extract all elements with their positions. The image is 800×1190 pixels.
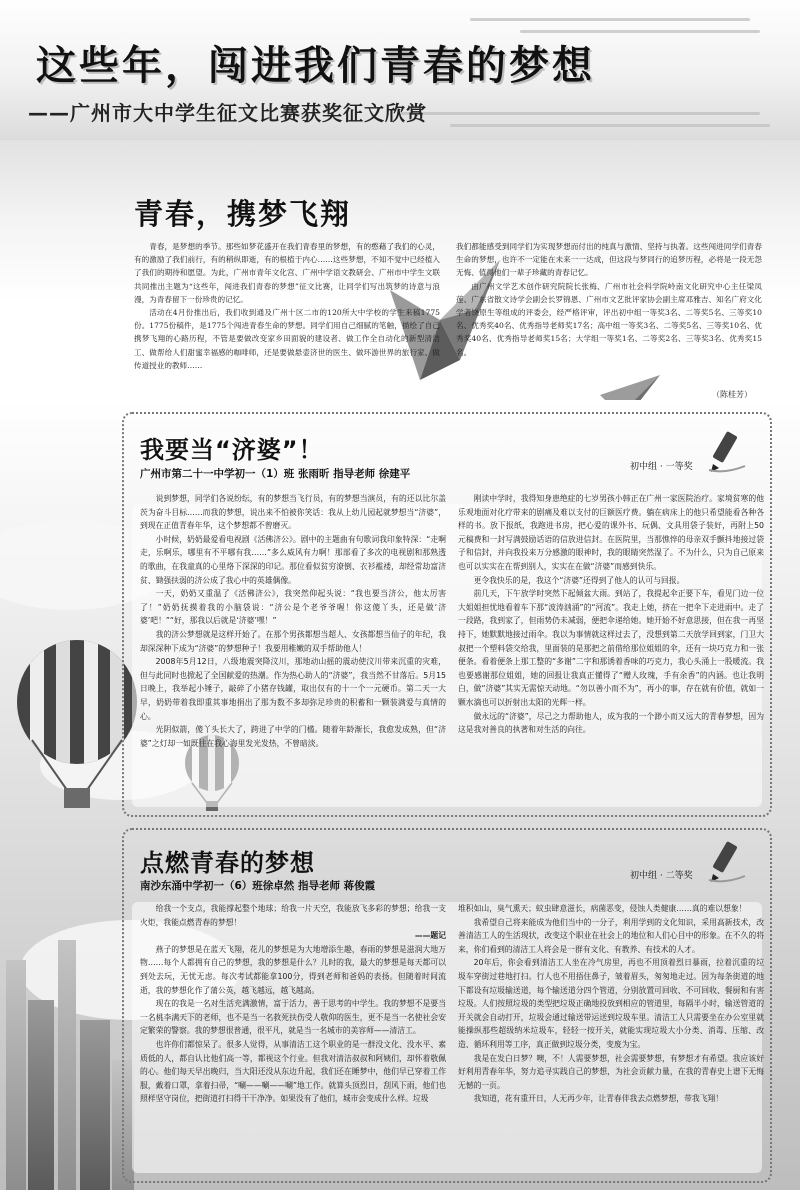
article-paragraph: 小时候，奶奶最爱看电视剧《活佛济公》。剧中的主题曲有句歌词我印象特深：“走啊走，乐啊乐，哪里有不平哪有我……”多么威风有力啊！那部看了多次的电视剧和那熟透的歌曲，在我童真的心里烙下深深的印记。那位看似贫穷潦倒、衣衫褴褛，却经常劫富济贫、锄强扶弱的济公成了我心中的英雄偶像。 (140, 534, 446, 585)
decor-streak (470, 18, 750, 21)
intro-signature: （陈桂芳） (712, 390, 752, 399)
intro-right-column (456, 240, 762, 390)
article-byline: 广州市第二十一中学初一（1）班 张雨昕 指导老师 徐建平 (140, 468, 411, 480)
article2-right-column (458, 902, 764, 1178)
article-paragraph: 一天，奶奶又重温了《活佛济公》，我突然仰起头说：“我也要当济公，他太厉害了！”奶奶抚摸着我的小脑袋说：“济公是个老爷爷喔！你这傻丫头，还是做‘济婆’吧！”“好，那我以后就是‘济婆’嘿！” (140, 589, 446, 626)
article-paragraph: 20年后，你会看到清洁工人坐在冷气房里，再也不用顶着烈日暴雨，拉着沉重的垃圾车穿街过巷地打扫。行人也不用捂住鼻子，皱着眉头，匆匆地走过。因为每条街道的地下都设有垃圾输送道，每个输送道分四个管道，分别放置可回收、不可回收、餐厨和有害垃圾。人们按照垃圾的类型把垃圾正确地投放到相应的管道里，每隔半小时，输送管道的开关就会自动打开，垃圾会通过输送带运送到垃圾车里。清洁工人只需要坐在办公室里就能操纵那些超级纳米垃圾车，轻轻一按开关，就能实现垃圾大小分类、消毒、压缩、改造、循环利用等工序，真正做到垃圾分类，变废为宝。 (458, 958, 764, 1049)
page-subtitle: ——广州市大中学生征文比赛获奖征文欣赏 (28, 101, 427, 125)
article-title: 我要当“济婆”！ (140, 436, 324, 464)
article-paragraph: 光阴似箭，傻丫头长大了，跨进了中学的门槛。随着年龄渐长，我愈发成熟，但“济婆”之灯却一如既往在我心海里发光发热，不曾暗淡。 (140, 725, 446, 748)
article-paragraph: 前几天，下午放学时突然下起倾盆大雨。到站了，我提起伞正要下车，看见门边一位大姐姐担忧地看着车下那“波涛汹涌”的“河流”。我走上她，挤在一把伞下走进雨中。走了一段路，我到家了，但雨势仍未减弱，便把伞递给她。她开始不好意思接，但在我一再坚持下，她默默地接过雨伞。我以为事情就这样过去了，没想到第二天放学回到家，门卫大叔把一个塑料袋交给我，里面装的是那把之前借给那位姐姐的伞，还有一块巧克力和一张便条。看着便条上那工整的“多谢”二字和那诱着香味的巧克力，我心头涌上一股暖流。我也要感谢那位姐姐，她的回报让我真正懂得了“赠人玫瑰，手有余香”的内涵。也让我明白，做“济婆”其实无需惊天动地。“勿以善小而不为”，再小的事，存在就有价值，就如一颗水滴也可以折射出太阳的光辉一样。 (458, 589, 764, 707)
article-paragraph: 现在的我是一名对生活充满激情，富于活力，善于思考的中学生。我的梦想不是要当一名桃李满天下的老师，也不是当一名救死扶伤受人敬仰的医生，更不是当一名使社会安定繁荣的警察。我的梦想很普通，很平凡，就是当一名城市的美容师——清洁工。 (140, 999, 446, 1036)
page-title: 这些年，闯进我们青春的梦想 (36, 43, 595, 89)
article-paragraph: 堆积如山，臭气熏天；蚊虫肆意滋长，病菌恶变，侵蚀人类健康……真的难以想象！ (458, 904, 747, 913)
article-paragraph: 燕子的梦想是在蓝天飞翔，花儿的梦想是为大地增添生趣，春雨的梦想是滋润大地万物……每个人都拥有自己的梦想，我的梦想是什么？儿时的我，最大的梦想是每天都可以到处去玩，无忧无虑。每次考试都能拿100分，得到老师和爸妈的表扬。但随着时间流逝，我的梦想化作了蒲公英，越飞越远，越飞越高。 (140, 944, 446, 995)
intro-title: 青春，携梦飞翔 (134, 197, 352, 231)
pen-icon (705, 430, 749, 474)
article1-left-column (140, 492, 446, 812)
article-paragraph: 说到梦想，同学们各说纷纭，有的梦想当飞行员，有的梦想当演员，有的还以比尔盖茨为奋斗目标……而我的梦想，说出来不怕被你笑话：我从上幼儿园起就梦想当“济婆”，到现在正值青春年华，这个梦想都不曾磨灭。 (140, 494, 446, 531)
intro-paragraph: 活动在4月份推出后，我们收到通及广州十区二市的120所大中学校的学生来稿1775份。1775份稿件，是1775个闯进青春生命的梦想。同学们用自己细腻的笔触，描绘了自己携梦飞翔的心路历程，不管是要做改变家乡田面貌的建设者、做工作全自动化的新型清洁工、做帮给人们甜蜜幸福感的咖啡师，还是要做悬壶济世的医生、做环游世界的旅行家、做传道授业的教师…… (134, 308, 440, 370)
article-paragraph: 我是在发白日梦？噢，不！人需要梦想，社会需要梦想，有梦想才有希望。我应该好好利用青春年华，努力追寻实践自己的梦想，为社会贡献力量，在我的青春史上谱下无悔无憾的一页。 (458, 1053, 764, 1090)
article2-left-column (140, 902, 446, 1178)
intro-paragraph: 青春，是梦想的季节。那些如梦花盛开在我们青春里的梦想，有的憨藉了我们的心灵，有的激励了我们前行，有的稍纵即逝，有的根植于内心……这些梦想，不知不觉中已经植入了我们的期待和愿望。为此，广州市青年文化宫、广州中学语文教研会、广州市中学生文联共同推出主题为“这些年，闯进我们青春的梦想”征文比赛，让同学们写出筑梦的诗意与浪漫，为青春留下一份珍贵的记忆。 (134, 242, 440, 304)
award-label: 初中组 · 一等奖 (630, 462, 693, 472)
building-decor (6, 960, 26, 1190)
article-paragraph: 更令我快乐的是，我这个“济婆”还得到了他人的认可与回报。 (473, 575, 685, 585)
decor-streak (400, 112, 760, 115)
building-decor (28, 1000, 54, 1190)
article-paragraph: 也许你们都惊呆了。很多人觉得，从事清洁工这个职业的是一群没文化、没水平、素质低的人，都自认比他们高一等，都视这个行业。但我对清洁叔叔和阿姨们，却怀着敬佩的心。他们每天早出晚归，当大阳还没从东边升起，我们还在睡梦中，他们早已穿着工作服，戴着口罩，拿着扫帚，“唰——唰——唰”地工作。就算头顶烈日，刮风下雨，他们也照样坚守岗位，把街道打扫得干干净净。如果没有了他们，城市会变成什么样。垃圾 (140, 1039, 446, 1104)
decor-streak (520, 30, 760, 33)
article-byline: 南沙东涌中学初一（6）班徐卓然 指导老师 蒋俊霞 (140, 880, 376, 892)
article-paragraph: 我知道，花有重开日，人无再少年，让青春伴我去点燃梦想，带我飞翔！ (473, 1094, 724, 1104)
article-title: 点燃青春的梦想 (140, 849, 315, 877)
decor-streak (450, 124, 770, 127)
article-paragraph: 2008年5月12日，八级地震突降汶川，那地动山摇的震动使汶川带来沉重的灾难，但与此同时也掀起了全国献爱的热潮。作为热心助人的“济婆”，我当然不甘落后。5月15日晚上，我举起小锤子，敲碎了小猪存钱罐，取出仅有的十一个一元硬币。第二天一大早，奶奶带着我即重其事地捐出了那为数不多却弥足珍贵的积蓄和一颗装满爱与真情的心。 (140, 657, 446, 721)
article1-right-column (458, 492, 764, 812)
intro-paragraph: 由广州文学艺术创作研究院院长张梅、广州市社会科学院岭南文化研究中心主任梁凤莲、广东省散文诗学会副会长罗锦恩、广州市文艺批评家协会副主席邓雅吉、知名广府文化学者饶原生等组成的评委会，经严格评审，评出初中组一等奖3名、二等奖5名、三等奖10名、优秀奖40名、优秀指导老师奖17名；高中组一等奖3名、二等奖5名、三等奖10名、优秀奖40名、优秀指导老师奖15名；大学组一等奖1名、二等奖2名、三等奖3名、优秀奖15名。 (456, 281, 762, 357)
award-label: 初中组 · 二等奖 (630, 871, 693, 881)
building-decor (80, 1020, 110, 1190)
epigraph-reference: ——题记 (414, 931, 446, 941)
page-header (0, 0, 800, 140)
article-paragraph: 我希望自己将来能成为他们当中的一分子，利用学到的文化知识，采用高新技术，改善清洁工人的生活现状，改变这个职业在社会上的地位和人们心目中的形象。在不久的将来，你们看到的清洁工人将会是一群有文化、有教养、有技术的人才。 (458, 917, 764, 954)
pen-icon (705, 840, 749, 884)
intro-paragraph: 我们都能感受到同学们为实现梦想而付出的纯真与激情、坚持与执著。这些闯进同学们青春生命的梦想，也许不一定能在未来一一达成，但这段与梦同行的追梦历程，必将是一段无怨无悔、值得他们一辈子珍藏的青春记忆。 (456, 242, 762, 278)
article-paragraph: 我的济公梦想就是这样开始了。在那个男孩都想当超人、女孩都想当仙子的年纪，我却深深种下成为“济婆”的梦想种子！我要用稚嫩的双手帮助他人！ (140, 629, 446, 653)
epigraph: 给我一个支点，我能撑起整个地球；给我一片天空，我能放飞多彩的梦想；给我一支火炬，我能点燃青春的梦想！ (140, 904, 446, 927)
article-paragraph: 做永远的“济婆”，尽己之力帮助他人，成为我的一个渺小而又远大的青春梦想，因为这是我对善良的执著和对生活的向往。 (458, 711, 764, 735)
article-paragraph: 刚读中学时，我得知身患绝症的七岁男孩小韩正在广州一家医院治疗。家境贫寒的他乐观地面对化疗带来的剧痛及难以支付的巨额医疗费。躺在病床上的他只希望能看各种各样的书。放下报纸，我跑进书房，把心爱的课外书、玩偶、文具用袋子装好，再附上50元稿费和一封写满鼓励话语的信放进信封。在医院里，当那憔悴的母亲双手颤抖地接过袋子和信封，并向我投来万分感激的眼神时，我的眼睛突然湿了。不为什么，只为自己原来也可以实实在在帮到别人，实实在在做“济婆”而感到快乐。 (458, 494, 764, 571)
building-decor (58, 940, 76, 1190)
intro-left-column (134, 240, 440, 400)
